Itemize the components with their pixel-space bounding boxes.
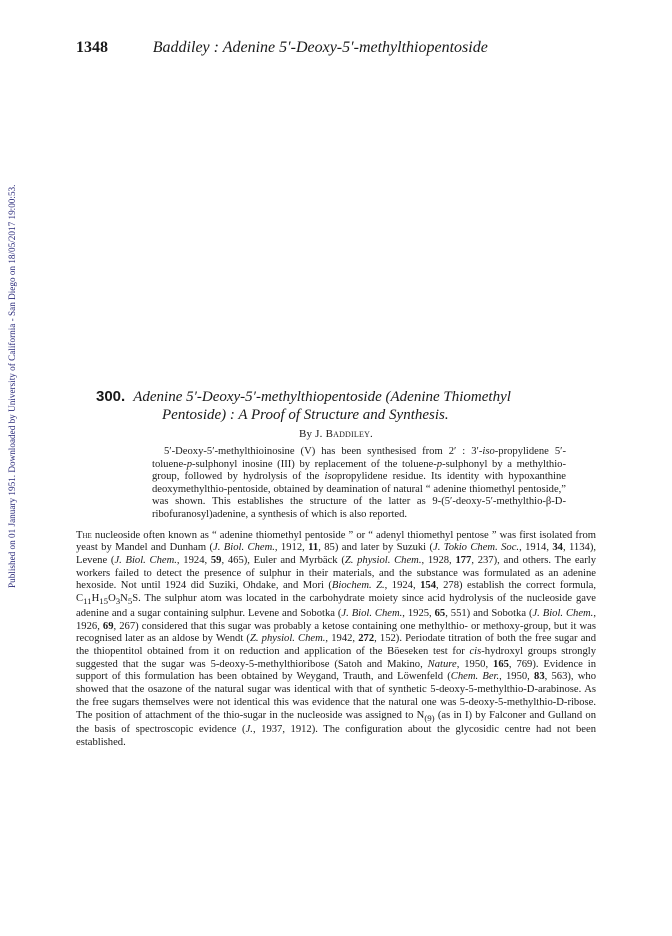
- abstract: 5′-Deoxy-5′-methylthioinosine (V) has been synthesised from 2′ : 3′-iso-propylidene 5′-toluene-p-sulphonyl inosine (III) by replacement of the toluene-p-sulphonyl by a methylthio-group, followed by hydrolysis of the isopropylidene residue. Its identity with hypoxanthine deoxymethylthio-pentoside, obtained by deamination of natural “ adenine thiomethyl pentoside,” was shown. This establishes the structure of the latter as 9-(5′-deoxy-5′-methylthio-β-D-ribofuranosyl)adenine, a synthesis of which is also reported.: [152, 446, 567, 520]
- article-title: [76, 388, 596, 424]
- title-line-2: Pentoside) : A Proof of Structure and Synthesis.: [162, 407, 449, 423]
- download-note: Published on 01 January 1951. Downloaded by University of California - San Diego on 18/05/2017 19:00:53.: [7, 184, 17, 588]
- article: [76, 388, 596, 750]
- article-number: 300.: [96, 388, 126, 405]
- body-text: The nucleoside often known as “ adenine thiomethyl pentoside ” or “ adenyl thiomethyl pentose ” was first isolated from yeast by Mandel and Dunham (J. Biol. Chem., 1912, 11, 85) and later by Suzuki (J. Tokio Chem. Soc., 1914, 34, 1134), Levene (J. Biol. Chem., 1924, 59, 465), Euler and Myrbäck (Z. physiol. Chem., 1928, 177, 237), and others. The early workers failed to detect the presence of sulphur in their materials, and the substance was formulated as an adenine hexoside. Not until 1924 did Suziki, Ohdake, and Mori (Biochem. Z., 1924, 154, 278) establish the correct formula, $C_{11}H_{15}O_3N_5S$. The sulphur atom was located in the carbohydrate moiety since acid hydrolysis of the nucleoside gave adenine and a sugar containing sulphur. Levene and Sobotka (J. Biol. Chem., 1925, 65, 551) and Sobotka (J. Biol. Chem., 1926, 69, 267) considered that this sugar was probably a ketose containing one methylthio- or methoxy-group, but it was recognised later as an aldose by Wendt (Z. physiol. Chem., 1942, 272, 152). Periodate titration of both the free sugar and the thiopentitol obtained from it on reduction and application of the Böeseken test for cis-hydroxyl groups strongly suggested that the sugar was 5-deoxy-5-methylthioribose (Satoh and Makino, Nature, 1950, 165, 769). Evidence in support of this formulation has been obtained by Weygand, Trauth, and Löwenfeld (Chem. Ber., 1950, 83, 563), who showed that the osazone of the natural sugar was identical with that of synthetic 5-deoxy-5-methylthio-D-arabinose. As the free sugars themselves were not identical this was evidence that the natural one was 5-deoxy-5-methylthio-D-ribose. The position of attachment of the thio-sugar in the nucleoside was assigned to $N_{(9)}$ (as in I) by Falconer and Gulland on the basis of spectroscopic evidence (J., 1937, 1912). The configuration about the glycosidic centre had not been established.: [76, 529, 597, 749]
- author-name: Baddiley.: [325, 428, 373, 440]
- author-by: By J.: [298, 428, 323, 440]
- page-header: [76, 38, 596, 57]
- page-number: 1348: [76, 39, 108, 56]
- author-line: [76, 428, 596, 440]
- download-stamp: [0, 0, 24, 936]
- running-title: Baddiley : Adenine 5′-Deoxy-5′-methylthiopentoside: [152, 39, 488, 56]
- title-line-1: Adenine 5′-Deoxy-5′-methylthiopentoside (Adenine Thiomethyl: [133, 389, 511, 405]
